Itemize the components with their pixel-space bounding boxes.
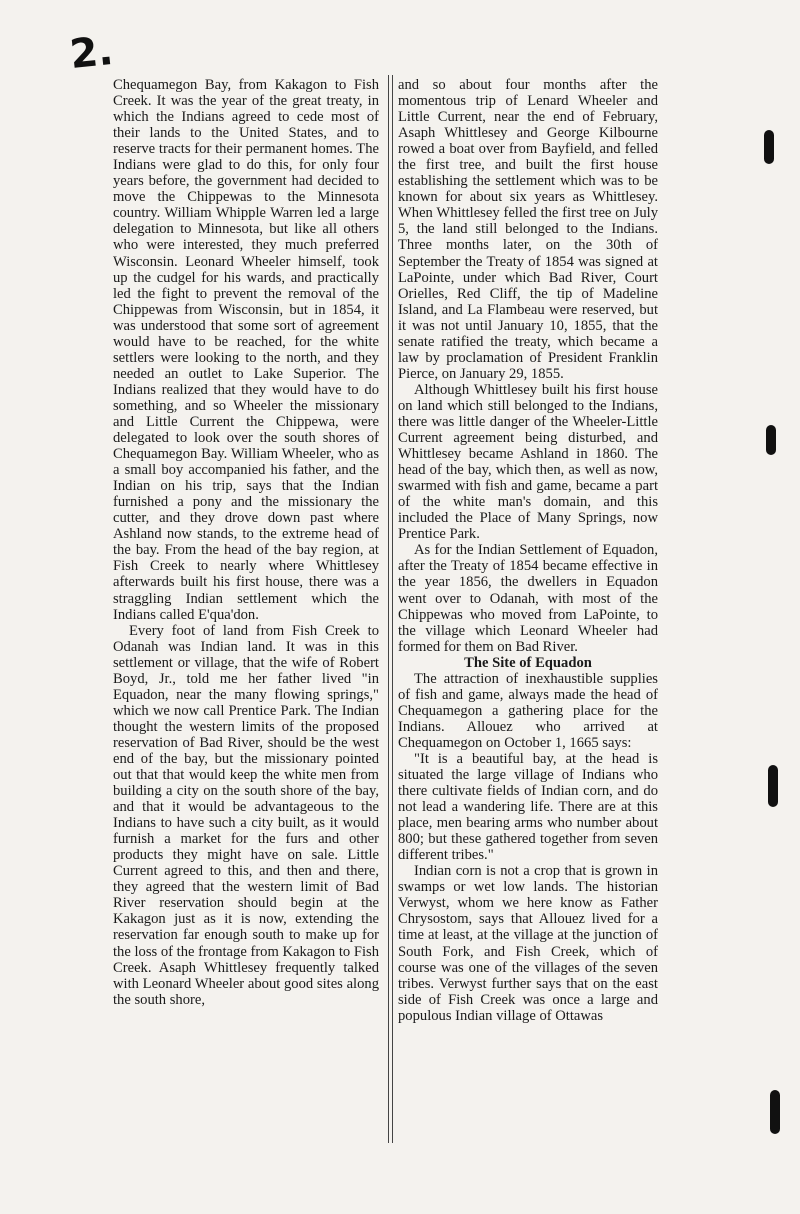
- paragraph: and so about four months after the momentous trip of Lenard Wheeler and Little Current, near the end of February, Asaph Whittlesey and George Kilbourne rowed a boat over from Bayfield, and felled the first tree, and built the first house establishing the settlement which was to be known for about six years as Whittlesey. When Whittlesey felled the first tree on July 5, the land still belonged to the Indians. Three months later, on the 30th of September the Treaty of 1854 was signed at LaPointe, under which Bad River, Court Orielles, Red Cliff, the tip of Madeline Island, and La Flambeau were reserved, but it was not until January 10, 1855, that the senate ratified the treaty, which became a law by proclamation of President Franklin Pierce, on January 29, 1855.: [398, 77, 658, 382]
- paragraph: As for the Indian Settlement of Equadon, after the Treaty of 1854 became effective in the year 1856, the dwellers in Equadon went over to Odanah, with most of the Chippewas who moved from LaPointe, to the village which Leonard Wheeler had formed for them on Bad River.: [398, 542, 658, 655]
- page-number: 2.: [67, 27, 116, 79]
- right-column: [398, 77, 658, 1024]
- paragraph: Every foot of land from Fish Creek to Odanah was Indian land. It was in this settlement or village, that the wife of Robert Boyd, Jr., told me her father lived "in Equadon, near the many flowing springs," which we now call Prentice Park. The Indian thought the western limits of the proposed reservation of Bad River, should be the west end of the bay, but the missionary pointed out that that would keep the white men from building a city on the south shore of the bay, and that it would be advantageous to the Indians to have such a city built, as it would furnish a market for the furs and other products they might have on sale. Little Current agreed to this, and then and there, they agreed that the western limit of Bad River reservation should begin at the Kakagon just as it is now, extending the reservation far enough south to make up for the loss of the frontage from Kakagon to Fish Creek. Asaph Whittlesey frequently talked with Leonard Wheeler about good sites along the south shore,: [113, 622, 379, 1008]
- binder-hole-mark: [766, 425, 776, 455]
- paragraph: The attraction of inexhaustible supplies of fish and game, always made the head of Chequamegon a gathering place for the Indians. Allouez who arrived at Chequamegon on October 1, 1665 says:: [398, 670, 658, 751]
- binder-hole-mark: [770, 1090, 780, 1134]
- paragraph: Chequamegon Bay, from Kakagon to Fish Creek. It was the year of the great treaty, in which the Indians agreed to cede most of their lands to the United States, and to reserve tracts for their permanent homes. The Indians were glad to do this, for only four years before, the government had decided to move the Chippewas to the Minnesota country. William Whipple Warren led a large delegation to Minnesota, but like all others who were interested, they much preferred Wisconsin. Leonard Wheeler himself, took up the cudgel for his wards, and practically led the fight to prevent the removal of the Chippewas from Wisconsin, but in 1854, it was understood that some sort of agreement would have to be reached, for the white settlers were looking to the north, and they needed an outlet to Lake Superior. The Indians realized that they would have to do something, and so Wheeler the missionary and Little Current the Chippewa, were delegated to look over the south shores of Chequamegon Bay. William Wheeler, who as a small boy accompanied his father, and the Indian on his trip, says that the Indian furnished a pony and the missionary the cutter, and they drove down past where Ashland now stands, to the extreme head of the bay. From the head of the bay region, at Fish Creek to nearly where Whittlesey afterwards built his first house, there was a straggling Indian settlement which the Indians called E'qua'don.: [113, 77, 379, 623]
- binder-hole-mark: [768, 765, 778, 807]
- left-column: [113, 77, 379, 1008]
- paragraph: Indian corn is not a crop that is grown in swamps or wet low lands. The historian Verwyst, whom we here know as Father Chrysostom, says that Allouez lived for a time at least, at the village at the junction of South Fork, and Fish Creek, which of course was one of the villages of the seven tribes. Verwyst further says that on the east side of Fish Creek was once a large and populous Indian village of Ottawas: [398, 863, 658, 1024]
- column-divider: [388, 75, 393, 1143]
- section-heading: The Site of Equadon: [464, 654, 592, 671]
- binder-hole-mark: [764, 130, 774, 164]
- paragraph: "It is a beautiful bay, at the head is situated the large village of Indians who there cultivate fields of Indian corn, and do not lead a wandering life. There are at this place, men bearing arms who number about 800; but these gathered together from seven different tribes.": [398, 750, 658, 864]
- paragraph: Although Whittlesey built his first house on land which still belonged to the Indians, there was little danger of the Wheeler-Little Current agreement being disturbed, and Whittlesey became Ashland in 1860. The head of the bay, which then, as well as now, swarmed with fish and game, became a part of the white man's domain, and this included the Place of Many Springs, now Prentice Park.: [398, 381, 658, 543]
